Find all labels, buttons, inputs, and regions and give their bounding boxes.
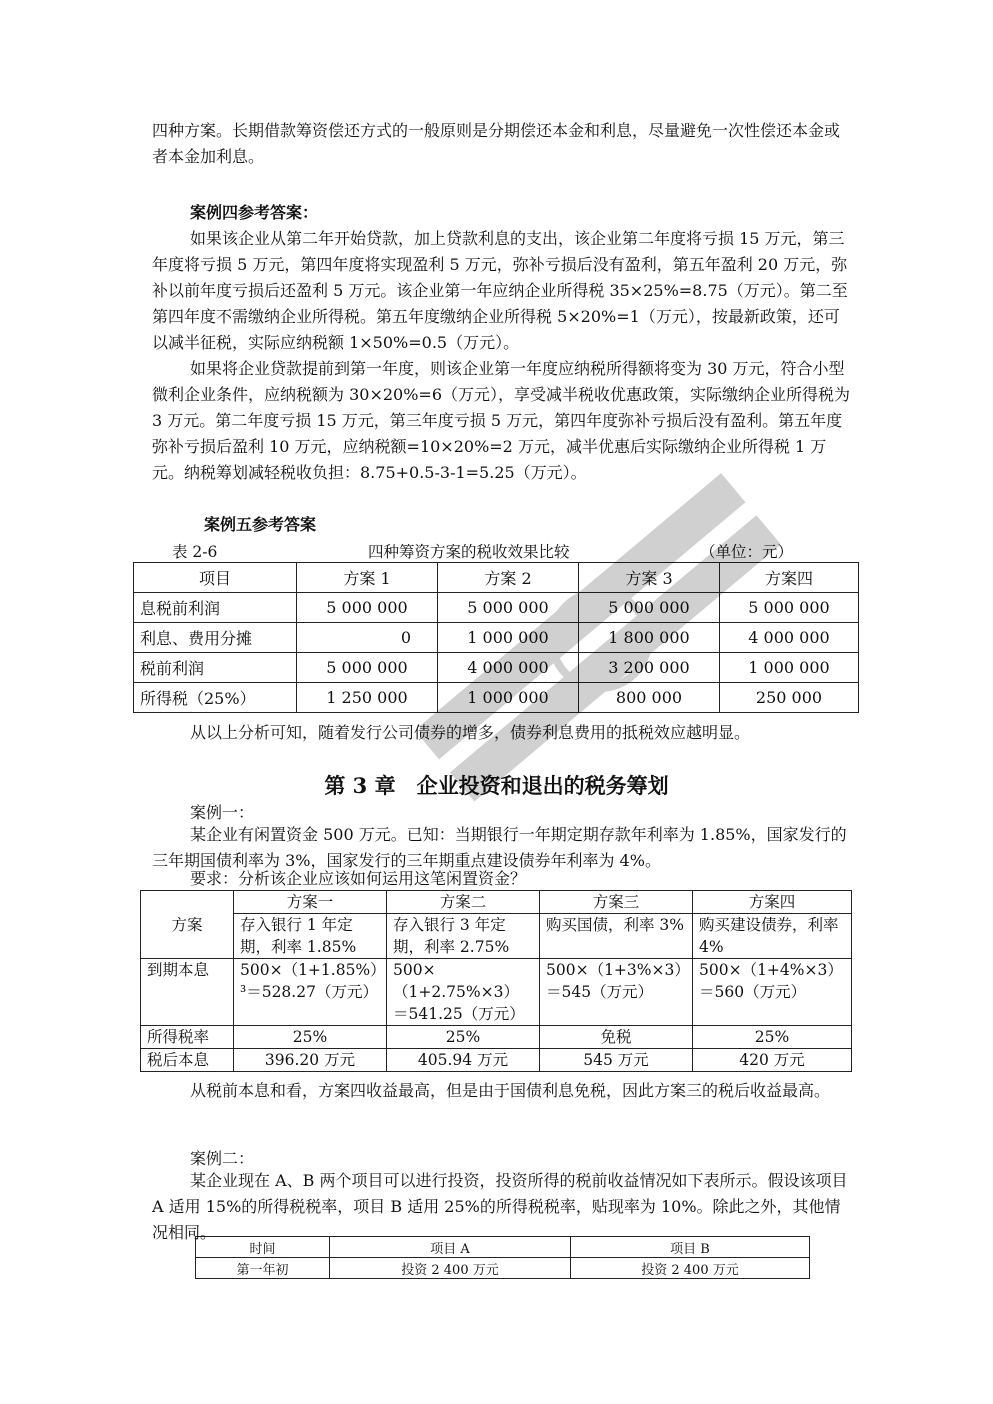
case4-paragraph-2: 如果将企业贷款提前到第一年度，则该企业第一年度应纳税所得额将变为 30 万元，符合小型微利企业条件，应纳税额为 30×20%=6（万元），享受减半税收优惠政策，实际缴纳企业所得税为 3 万元。第二年度亏损 15 万元，第三年度亏损 5 万元，第四年度弥补亏损后没有盈利。第五年度弥补亏损后盈利 10 万元，应纳税额=10×20%=2 万元，减半优惠后实际缴纳企业所得税 1 万元。纳税筹划减轻税收负担：8.75+0.5-3-1=5.25（万元）。 bbox=[152, 359, 851, 482]
table-header-cell: 方案四 bbox=[693, 891, 852, 914]
paragraph-intro: 四种方案。长期借款筹资偿还方式的一般原则是分期偿还本金和利息，尽量避免一次性偿还本金或者本金加利息。 bbox=[152, 121, 841, 166]
table-cell: 第一年初 bbox=[196, 1258, 330, 1279]
table-cell: 购买国债，利率 3% bbox=[540, 914, 693, 959]
table-row bbox=[141, 1026, 852, 1049]
table2-conclusion: 从税前本息和看，方案四收益最高，但是由于国债利息免税，因此方案三的税后收益最高。 bbox=[190, 1081, 831, 1100]
table-cell: 购买建设债券，利率 4% bbox=[693, 914, 852, 959]
table-cell: 存入银行 1 年定期，利率 1.85% bbox=[234, 914, 387, 959]
case2-paragraph: 某企业现在 A、B 两个项目可以进行投资，投资所得的税前收益情况如下表所示。假设该项目 A 适用 15%的所得税税率，项目 B 适用 25%的所得税税率，贴现率为 10%。除此之外，其他情况相同。 bbox=[152, 1171, 848, 1242]
table1-title: 四种筹资方案的税收效果比较 bbox=[368, 543, 570, 561]
table-row bbox=[141, 1049, 852, 1072]
table-cell: 5 000 000 bbox=[438, 593, 579, 623]
table-header-row bbox=[141, 891, 852, 914]
table-cell: 1 000 000 bbox=[438, 623, 579, 653]
table-cell: 420 万元 bbox=[693, 1049, 852, 1072]
table-header-cell: 项目 bbox=[134, 563, 297, 593]
table1-conclusion: 从以上分析可知，随着发行公司债券的增多，债券利息费用的抵税效应越明显。 bbox=[190, 723, 751, 742]
table-cell: 396.20 万元 bbox=[234, 1049, 387, 1072]
case4-title: 案例四参考答案： bbox=[190, 203, 319, 222]
table-cell: 500×（1+4%×3）＝560（万元） bbox=[693, 959, 852, 1026]
table-cell: 存入银行 3 年定期，利率 2.75% bbox=[387, 914, 540, 959]
table-cell: 1 000 000 bbox=[438, 683, 579, 713]
table-header-cell: 方案一 bbox=[234, 891, 387, 914]
table-cell: 免税 bbox=[540, 1026, 693, 1049]
table-cell: 4 000 000 bbox=[438, 653, 579, 683]
table-cell: 1 800 000 bbox=[579, 623, 720, 653]
table-cell: 息税前利润 bbox=[134, 593, 297, 623]
project-investment-table bbox=[195, 1236, 810, 1279]
table-cell: 500×（1+1.85%）³＝528.27（万元） bbox=[234, 959, 387, 1026]
table-row bbox=[134, 653, 859, 683]
table-header-cell: 方案三 bbox=[540, 891, 693, 914]
table-cell: 1 250 000 bbox=[297, 683, 438, 713]
table-cell: 到期本息 bbox=[141, 959, 234, 1026]
table-header-cell: 项目 A bbox=[330, 1237, 571, 1258]
table-cell: 250 000 bbox=[720, 683, 859, 713]
table-cell: 5 000 000 bbox=[720, 593, 859, 623]
case1-paragraph: 某企业有闲置资金 500 万元。已知：当期银行一年期定期存款年利率为 1.85%，国家发行的三年期国债利率为 3%，国家发行的三年期重点建设债券年利率为 4%。 bbox=[152, 825, 847, 870]
chapter-heading: 第 3 章 企业投资和退出的税务筹划 bbox=[324, 773, 669, 798]
table-cell: 所得税（25%） bbox=[134, 683, 297, 713]
table-cell: 税后本息 bbox=[141, 1049, 234, 1072]
table-cell: 545 万元 bbox=[540, 1049, 693, 1072]
table-cell: 1 000 000 bbox=[720, 653, 859, 683]
table-cell: 4 000 000 bbox=[720, 623, 859, 653]
table-header-cell: 方案二 bbox=[387, 891, 540, 914]
table-cell: 500×（1+2.75%×3）＝541.25（万元） bbox=[387, 959, 540, 1026]
table-cell: 5 000 000 bbox=[297, 593, 438, 623]
table-cell: 5 000 000 bbox=[297, 653, 438, 683]
table-cell: 25% bbox=[693, 1026, 852, 1049]
table-cell: 税前利润 bbox=[134, 653, 297, 683]
table-row bbox=[134, 683, 859, 713]
table-header-cell: 方案 2 bbox=[438, 563, 579, 593]
table-cell: 405.94 万元 bbox=[387, 1049, 540, 1072]
table-header-cell: 项目 B bbox=[571, 1237, 810, 1258]
table-cell: 25% bbox=[387, 1026, 540, 1049]
table-row bbox=[141, 959, 852, 1026]
table-header-cell: 方案 3 bbox=[579, 563, 720, 593]
table-cell: 投资 2 400 万元 bbox=[571, 1258, 810, 1279]
case4-paragraph-1: 如果该企业从第二年开始贷款，加上贷款利息的支出，该企业第二年度将亏损 15 万元，第三年度将亏损 5 万元，第四年度将实现盈利 5 万元，弥补亏损后没有盈利，第五年盈利 20 万元，弥补以前年度亏损后还盈利 5 万元。该企业第一年应纳企业所得税 35×25%=8.75（万元）。第二至第四年度不需缴纳企业所得税。第五年度缴纳企业所得税 5×20%=1（万元），按最新政策，还可以减半征税，实际应纳税额 1×50%=0.5（万元）。 bbox=[152, 229, 848, 352]
table1-number: 表 2-6 bbox=[172, 543, 218, 561]
table-row bbox=[134, 593, 859, 623]
table-row bbox=[196, 1258, 810, 1279]
table-cell: 25% bbox=[234, 1026, 387, 1049]
table-header-cell: 方案四 bbox=[720, 563, 859, 593]
table-cell: 800 000 bbox=[579, 683, 720, 713]
investment-options-table bbox=[140, 890, 852, 1072]
table-cell: 利息、费用分摊 bbox=[134, 623, 297, 653]
table-row bbox=[141, 914, 852, 959]
table-cell: 3 200 000 bbox=[579, 653, 720, 683]
case2-label: 案例二： bbox=[190, 1149, 255, 1168]
table-cell: 500×（1+3%×3）＝545（万元） bbox=[540, 959, 693, 1026]
table-header-row bbox=[196, 1237, 810, 1258]
table-header-cell: 方案 1 bbox=[297, 563, 438, 593]
table-header-row bbox=[134, 563, 859, 593]
table-header-cell: 时间 bbox=[196, 1237, 330, 1258]
case1-requirement: 要求：分析该企业应该如何运用这笔闲置资金？ bbox=[190, 869, 527, 888]
table-row bbox=[134, 623, 859, 653]
table-cell: 5 000 000 bbox=[579, 593, 720, 623]
table-cell: 投资 2 400 万元 bbox=[330, 1258, 571, 1279]
case5-title: 案例五参考答案 bbox=[204, 515, 317, 534]
table-cell: 所得税率 bbox=[141, 1026, 234, 1049]
case1-label: 案例一： bbox=[190, 803, 255, 822]
table-header-cell: 方案 bbox=[141, 891, 234, 959]
table-cell: 0 bbox=[297, 623, 438, 653]
table1-unit: （单位：元） bbox=[700, 543, 794, 561]
tax-comparison-table bbox=[133, 562, 859, 713]
